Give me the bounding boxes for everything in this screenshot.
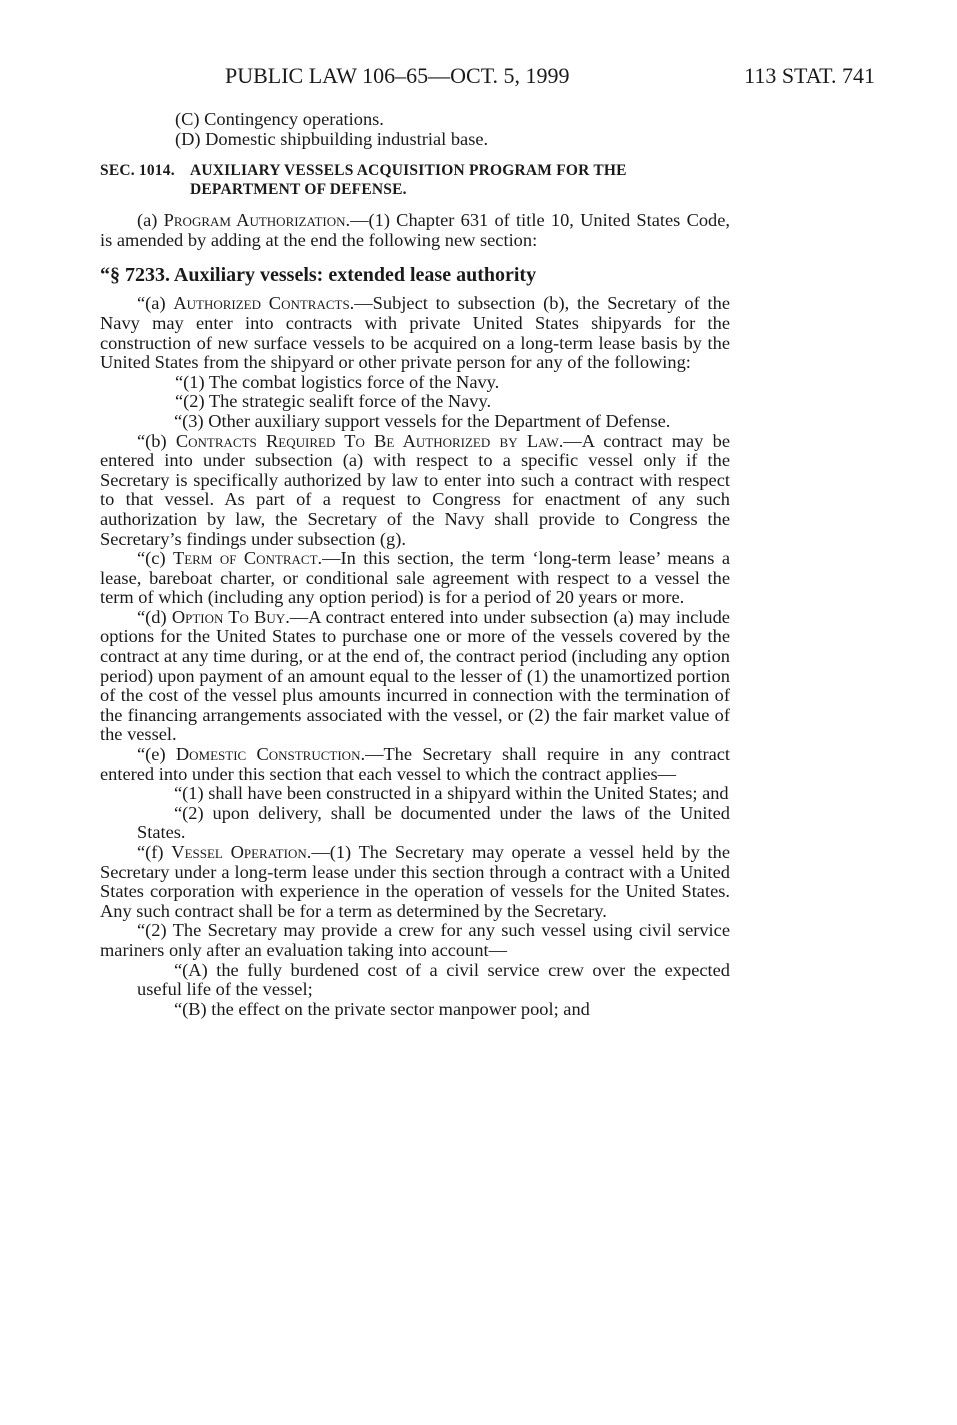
section-heading (100, 161, 730, 199)
list-item-d: (D) Domestic shipbuilding industrial base. (175, 128, 489, 149)
subsection-heading: Option To Buy. (171, 606, 290, 627)
subsection-text: —(1) Chapter 631 of title 10, United States Code, is amended by adding at the end the following new section: (100, 210, 730, 250)
subsection-heading: Vessel Operation. (171, 842, 312, 862)
paragraph-vessel-operation (100, 843, 730, 921)
subsection-text: —Subject to subsection (b), the Secretary of the Navy may enter into contracts with private United States shipyards for the construction of new surface vessels to be acquired on a long-term lease basis by the United States from the shipyard or other private person for any of the following: (100, 293, 730, 373)
header-public-law: PUBLIC LAW 106–65—OCT. 5, 1999 (225, 63, 570, 88)
paragraph-f2: “(2) The Secretary may provide a crew for any such vessel using civil service mariners only after an evaluation taking into account— (100, 920, 730, 960)
subsection-heading: Domestic Construction. (175, 744, 366, 765)
subsection-text: —A contract may be entered into under subsection (a) with respect to a specific vessel only if the Secretary is specifically authorized by law to enter into such a contract with respect to that vessel. As part of a request to Congress for enactment of any such authorization by law, the Secretary of the Navy shall provide to Congress the Secretary’s findings under subsection (g). (100, 430, 730, 549)
subsection-heading: Contracts Required To Be Authorized by Law. (175, 430, 564, 451)
list-item-e2: “(2) upon delivery, shall be documented under the laws of the United States. (137, 802, 730, 843)
list-item-fb: “(B) the effect on the private sector manpower pool; and (174, 998, 590, 1019)
list-item-2: “(2) The strategic sealift force of the Navy. (175, 391, 492, 412)
paragraph-contracts-required (100, 432, 730, 550)
new-section-title: “§ 7233. Auxiliary vessels: extended lease authority (100, 264, 537, 287)
subsection-label: “(c) (137, 548, 173, 569)
subsection-heading: Term of Contract. (173, 548, 323, 569)
list-item-1: “(1) The combat logistics force of the Navy. (175, 371, 500, 392)
list-item-e1: “(1) shall have been constructed in a shipyard within the United States; and (174, 783, 729, 804)
paragraph-domestic-construction (100, 745, 730, 784)
document-body (100, 110, 730, 1019)
subsection-label: “(b) (137, 430, 176, 451)
subsection-text: —The Secretary shall require in any contract entered into under this section that each vessel to which the contract applies— (100, 744, 731, 784)
list-item-fa: “(A) the fully burdened cost of a civil service crew over the expected useful life of the vessel; (137, 959, 730, 1000)
subsection-label: “(d) (137, 606, 172, 627)
subsection-heading: Program Authorization. (163, 210, 351, 231)
page-header (100, 60, 875, 92)
subsection-label: “(f) (137, 842, 172, 862)
paragraph-program-authorization (100, 211, 730, 250)
subsection-text: —In this section, the term ‘long-term lease’ means a lease, bareboat charter, or conditional sale agreement with respect to a vessel the term of which (including any option period) is for a period of 20 years or more. (100, 548, 730, 608)
section-number: SEC. 1014. (100, 162, 175, 180)
list-item-3: “(3) Other auxiliary support vessels for the Department of Defense. (174, 410, 671, 431)
paragraph-term-of-contract (100, 549, 730, 608)
section-title: AUXILIARY VESSELS ACQUISITION PROGRAM FOR THE DEPARTMENT OF DEFENSE. (190, 162, 627, 199)
subsection-label: “(e) (137, 744, 176, 765)
subsection-label: “(a) (137, 293, 174, 314)
paragraph-option-to-buy (100, 608, 730, 745)
header-stat-page: 113 STAT. 741 (744, 63, 875, 88)
subsection-heading: Authorized Contracts. (173, 293, 355, 314)
subsection-text: —(1) The Secretary may operate a vessel held by the Secretary under a long-term lease under this section through a contract with a United States corporation with experience in the operation of vessels for the United States. Any such contract shall be for a term as determined by the Secretary. (100, 842, 730, 921)
paragraph-authorized-contracts (100, 294, 730, 372)
list-item-c: (C) Contingency operations. (175, 109, 384, 129)
subsection-label: (a) (137, 210, 164, 231)
subsection-text: —A contract entered into under subsection (a) may include options for the United States to purchase one or more of the vessels covered by the contract at any time during, or at the end of, the contract period (including any option period) upon payment of an amount equal to the lesser of (1) the unamortized portion of the cost of the vessel plus amounts incurred in connection with the termination of the financing arrangements associated with the vessel, or (2) the fair market value of the vessel. (100, 606, 730, 745)
